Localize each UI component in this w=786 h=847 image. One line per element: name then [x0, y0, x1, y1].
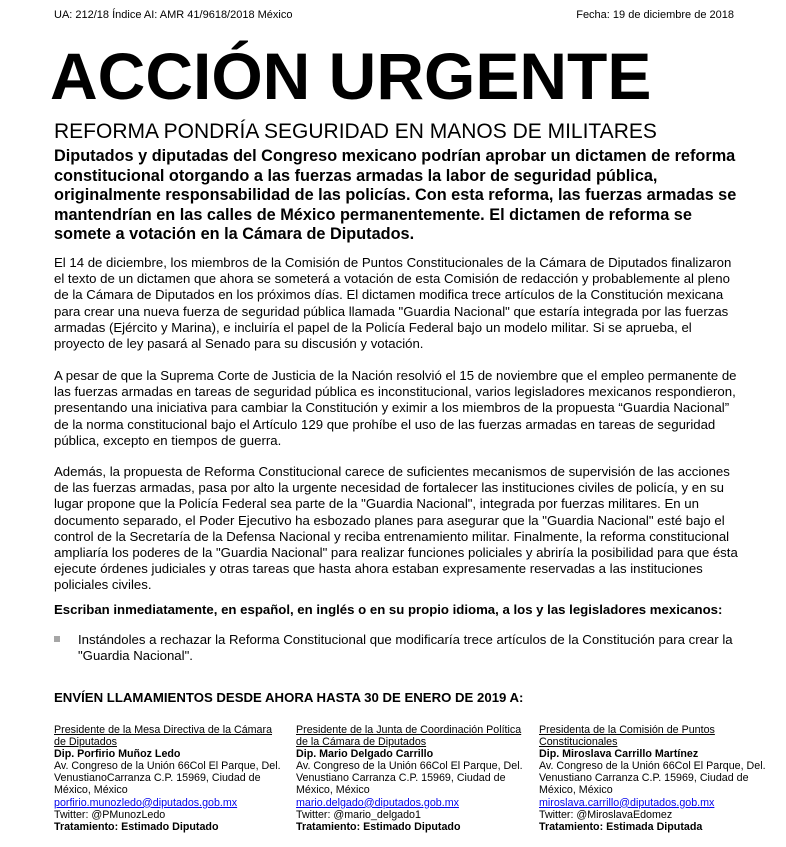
recipient-treatment: Tratamiento: Estimado Diputado [54, 820, 219, 833]
recipient-name: Dip. Porfirio Muñoz Ledo [54, 748, 181, 761]
body-paragraph-3: Además, la propuesta de Reforma Constitucional carece de suficientes mecanismos de supervisión de las acciones de las fuerzas armadas, pasa por alto la urgente necesidad de fortalecer las instituciones civiles de policía, y en su lugar propone que la Policía Federal sea parte de la "Guardia Nacional", integrada por fuerzas militares. En un documento separado, el Poder Ejecutivo ha esbozado planes para asegurar que la "Guardia Nacional" esté bajo el control de la Secretaría de la Defensa Nacional y reciba entrenamiento militar. Finalmente, la reforma constitucional ampliaría los poderes de la "Guardia Nacional" para realizar funciones policiales y abriría la posibilidad para que ésta ejecute órdenes judiciales y otras tareas que hasta ahora estaban expresamente reservadas a las instituciones policiales civiles. [54, 464, 738, 593]
recipient-role: Presidenta de la Comisión de Puntos Constitucionales [539, 724, 715, 749]
recipient-treatment: Tratamiento: Estimada Diputada [539, 820, 703, 833]
recipient-email-link[interactable]: porfirio.munozledo@diputados.gob.mx [54, 796, 238, 809]
recipient-block [296, 724, 528, 833]
recipient-block [539, 724, 771, 833]
recipient-address: Av. Congreso de la Unión 66Col El Parque, Del. VenustianoCarranza C.P. 15969, Ciudad de México, México [54, 760, 281, 797]
recipient-address: Av. Congreso de la Unión 66Col El Parque, Del. Venustiano Carranza C.P. 15969, Ciudad de México, México [296, 760, 523, 797]
reference-number: UA: 212/18 Índice AI: AMR 41/9618/2018 México [54, 9, 293, 21]
call-to-action: Escriban inmediatamente, en español, en inglés o en su propio idioma, a los y las legisladores mexicanos: [54, 602, 723, 617]
page-title: ACCIÓN URGENTE [50, 39, 652, 113]
recipient-address: Av. Congreso de la Unión 66Col El Parque, Del. Venustiano Carranza C.P. 15969, Ciudad de México, México [539, 760, 766, 797]
document-date: Fecha: 19 de diciembre de 2018 [576, 9, 734, 21]
recipient-email-link[interactable]: mario.delgado@diputados.gob.mx [296, 796, 459, 809]
recipient-twitter: Twitter: @MiroslavaEdomez [539, 808, 673, 821]
list-item-text: Instándoles a rechazar la Reforma Constitucional que modificaría trece artículos de la Constitución para crear la "Guardia Nacional". [78, 632, 733, 664]
recipient-name: Dip. Miroslava Carrillo Martínez [539, 748, 699, 761]
appeals-heading: ENVÍEN LLAMAMIENTOS DESDE AHORA HASTA 30 DE ENERO DE 2019 A: [54, 690, 524, 705]
recipient-block [54, 724, 286, 833]
recipient-name: Dip. Mario Delgado Carrillo [296, 748, 434, 761]
page-subtitle: REFORMA PONDRÍA SEGURIDAD EN MANOS DE MILITARES [54, 120, 657, 143]
recipient-role: Presidente de la Mesa Directiva de la Cámara de Diputados [54, 724, 273, 749]
recipient-twitter: Twitter: @mario_delgado1 [296, 808, 421, 821]
summary-paragraph: Diputados y diputadas del Congreso mexicano podrían aprobar un dictamen de reforma constitucional otorgando a las fuerzas armadas la labor de seguridad pública, originalmente responsabilidad de las policías. Con esta reforma, las fuerzas armadas se mantendrían en las calles de México permanentemente. El dictamen de reforma se somete a votación en la Cámara de Diputados. [54, 147, 737, 243]
recipient-twitter: Twitter: @PMunozLedo [54, 808, 166, 821]
recipient-email-link[interactable]: miroslava.carrillo@diputados.gob.mx [539, 796, 715, 809]
square-bullet-icon [54, 636, 60, 642]
body-paragraph-2: A pesar de que la Suprema Corte de Justicia de la Nación resolvió el 15 de noviembre que el empleo permanente de las fuerzas armadas en tareas de seguridad pública es inconstitucional, varios legisladores mexicanos respondieron, presentando una iniciativa para cambiar la Constitución y eximir a los miembros de la propuesta “Guardia Nacional” de la norma constitucional bajo el Artículo 129 que prohíbe el uso de las fuerzas armadas en tareas de seguridad pública, excepto en tiempos de guerra. [54, 368, 737, 448]
recipient-role: Presidente de la Junta de Coordinación Política de la Cámara de Diputados [296, 724, 522, 749]
body-paragraph-1: El 14 de diciembre, los miembros de la Comisión de Puntos Constitucionales de la Cámara de Diputados finalizaron el texto de un dictamen que ahora se someterá a votación de esta Comisión de redacción y probablemente al pleno de la Cámara de Diputados en los próximos días. El dictamen modifica trece artículos de la Constitución mexicana para crear una nueva fuerza de seguridad pública llamada "Guardia Nacional" que estaría integrada por las fuerzas armadas (Ejército y Marina), e incluiría el papel de la Policía Federal bajo un modelo militar. Si se aprueba, el proyecto de ley pasará al Senado para su discusión y votación. [54, 255, 732, 352]
recipient-treatment: Tratamiento: Estimado Diputado [296, 820, 461, 833]
document-header [54, 8, 734, 22]
